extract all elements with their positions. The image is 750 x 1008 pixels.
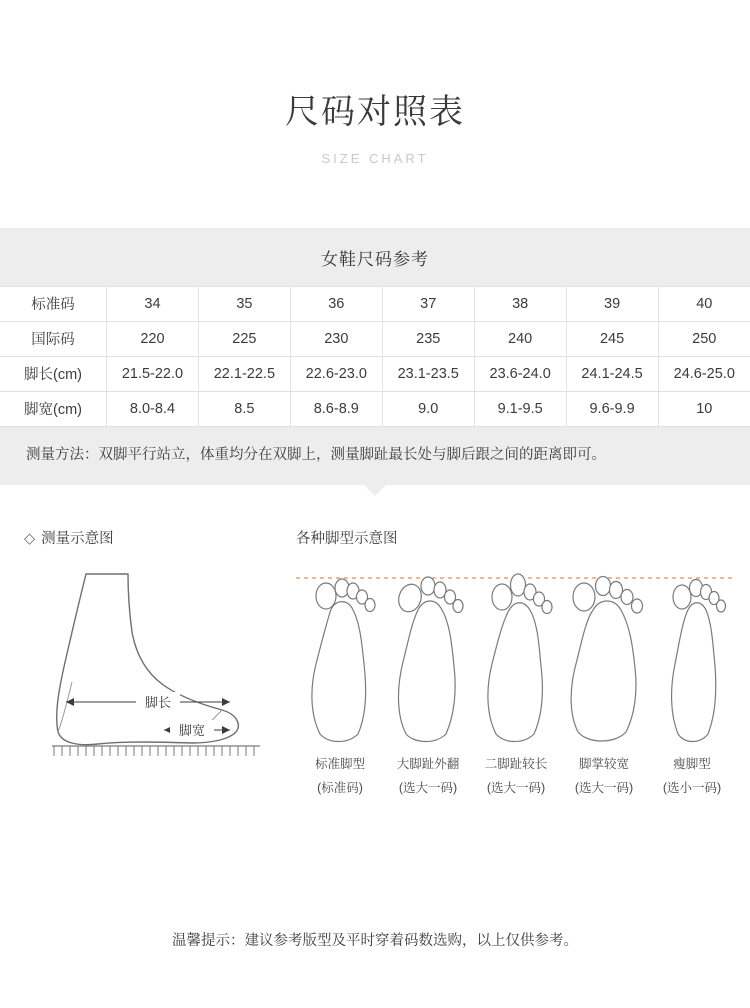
foot-type-advice: (选大一码)	[574, 780, 634, 795]
foot-type-item	[384, 564, 472, 797]
cell: 23.1-23.5	[382, 356, 474, 391]
foot-type-item	[472, 564, 560, 797]
cell: 39	[566, 286, 658, 321]
foot-type-item	[296, 564, 384, 797]
measure-diagram-title-row	[24, 527, 274, 548]
cell: 24.6-25.0	[658, 356, 750, 391]
diamond-icon: ◇	[24, 530, 36, 547]
foot-print-bunion-icon	[384, 564, 472, 744]
cell: 21.5-22.0	[107, 356, 199, 391]
cell: 22.6-23.0	[290, 356, 382, 391]
cell: 9.6-9.9	[566, 391, 658, 426]
cell: 8.6-8.9	[290, 391, 382, 426]
foot-print-long-second-toe-icon	[472, 564, 560, 744]
table-row	[0, 286, 750, 321]
size-table	[0, 286, 750, 427]
cell: 240	[474, 321, 566, 356]
measure-illustration	[24, 566, 274, 771]
cell: 9.0	[382, 391, 474, 426]
measure-note-label: 测量方法：	[26, 446, 99, 463]
cell: 35	[198, 286, 290, 321]
row-label: 标准码	[0, 286, 107, 321]
size-table-block	[0, 228, 750, 427]
foot-type-advice: (标准码)	[317, 780, 363, 795]
foot-type-name: 瘦脚型	[673, 756, 711, 771]
cell: 250	[658, 321, 750, 356]
footer-tip-text: 建议参考版型及平时穿着码数选购，以上仅供参考。	[244, 933, 578, 949]
cell: 235	[382, 321, 474, 356]
page-title: 尺码对照表	[285, 93, 465, 131]
cell: 10	[658, 391, 750, 426]
foot-types-title: 各种脚型示意图	[296, 530, 398, 547]
foot-print-standard-icon	[296, 564, 384, 744]
measure-width-label: 脚宽	[178, 722, 206, 738]
page-subtitle: SIZE CHART	[321, 150, 429, 166]
cell: 23.6-24.0	[474, 356, 566, 391]
cell: 8.5	[198, 391, 290, 426]
cell: 230	[290, 321, 382, 356]
row-label: 国际码	[0, 321, 107, 356]
cell: 22.1-22.5	[198, 356, 290, 391]
diagram-area	[0, 527, 750, 797]
cell: 24.1-24.5	[566, 356, 658, 391]
cell: 225	[198, 321, 290, 356]
size-table-caption: 女鞋尺码参考	[0, 228, 750, 286]
footer-tip	[0, 929, 750, 950]
cell: 34	[107, 286, 199, 321]
foot-side-view-icon	[24, 566, 274, 766]
cell: 38	[474, 286, 566, 321]
cell: 220	[107, 321, 199, 356]
foot-types-column	[274, 527, 736, 797]
row-label: 脚长(cm)	[0, 356, 107, 391]
foot-type-name: 脚掌较宽	[578, 756, 629, 771]
measure-note-text: 双脚平行站立，体重均分在双脚上，测量脚趾最长处与脚后跟之间的距离即可。	[98, 446, 606, 463]
page-header	[0, 0, 750, 166]
table-row	[0, 321, 750, 356]
foot-type-item	[648, 564, 736, 797]
measure-note	[0, 427, 750, 485]
foot-type-advice: (选大一码)	[486, 780, 546, 795]
table-row	[0, 356, 750, 391]
foot-types-grid	[296, 564, 736, 797]
measure-diagram-column	[24, 527, 274, 797]
cell: 245	[566, 321, 658, 356]
foot-type-item	[560, 564, 648, 797]
cell: 8.0-8.4	[107, 391, 199, 426]
foot-print-wide-icon	[560, 564, 648, 744]
row-label: 脚宽(cm)	[0, 391, 107, 426]
cell: 36	[290, 286, 382, 321]
cell: 40	[658, 286, 750, 321]
footer-tip-label: 温馨提示：	[172, 933, 245, 949]
foot-type-advice: (选大一码)	[398, 780, 458, 795]
table-row	[0, 391, 750, 426]
measure-diagram-title: 测量示意图	[41, 530, 114, 547]
foot-type-name: 标准脚型	[314, 756, 365, 771]
cell: 9.1-9.5	[474, 391, 566, 426]
arrow-down-icon	[364, 485, 386, 496]
cell: 37	[382, 286, 474, 321]
foot-type-name: 二脚趾较长	[484, 756, 548, 771]
foot-print-narrow-icon	[648, 564, 736, 744]
foot-type-advice: (选小一码)	[662, 780, 722, 795]
foot-type-name: 大脚趾外翻	[396, 756, 460, 771]
measure-length-label: 脚长	[144, 694, 172, 710]
